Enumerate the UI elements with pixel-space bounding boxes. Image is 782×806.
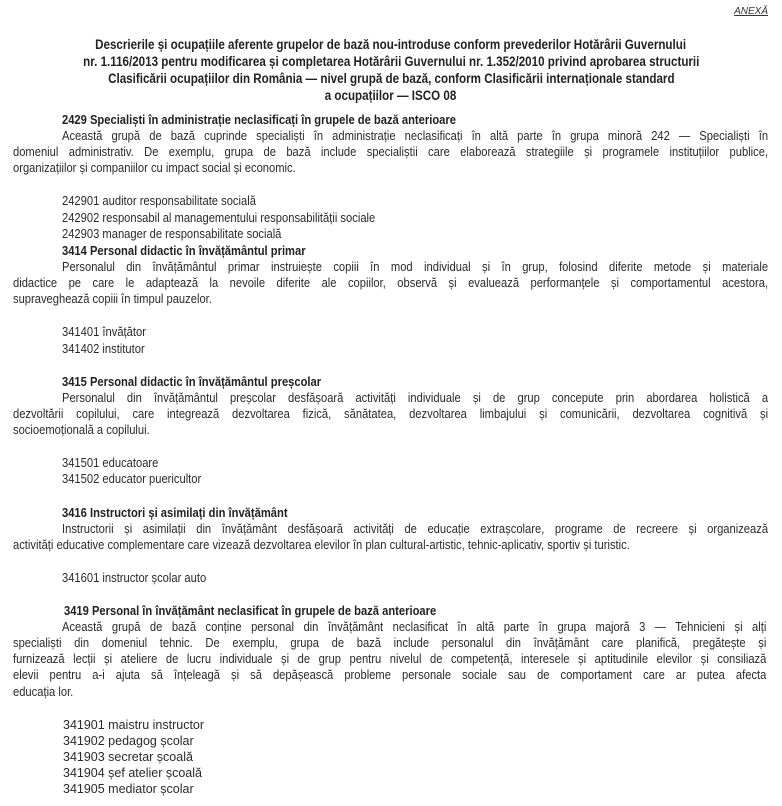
group-heading: 3415 Personal didactic în învățământul preșcolar: [62, 374, 322, 389]
occupation-item: 341401 învățător: [62, 324, 146, 339]
occupation-item: 341502 educator puericultor: [62, 471, 202, 486]
occupation-item: 341901 maistru instructor: [63, 718, 205, 732]
description-line: elevii pentru a-i ajuta să înțeleagă și să depășească probleme personale sociale sau de comportament care ar putea afecta: [13, 667, 767, 682]
group-heading: 2429 Specialiști în administrație neclasificați în grupele de bază anterioare: [62, 112, 456, 127]
description-line: socioemoțională a copilului.: [13, 422, 150, 437]
description-line: didactice pe care le adaptează la nevoile diferite ale copiilor, observă și evaluează performanțele și comportamentul acestora,: [13, 275, 769, 290]
description-line: specialiști din domeniul tehnic. De exemplu, grupa de bază include personalul din învățământ care planifică, pregătește și: [13, 635, 767, 650]
description-line: organizațiilor și companiilor cu impact social și economic.: [13, 160, 296, 175]
occupation-item: 341903 secretar școală: [63, 750, 193, 764]
occupation-item: 341905 mediator școlar: [63, 782, 194, 796]
group-heading: 3416 Instructori și asimilați din învățământ: [62, 505, 288, 520]
description-line: Această grupă de bază cuprinde specialiști în administrație neclasificați în altă parte în grupa minoră 242 — Specialiști în: [62, 128, 769, 143]
description-line: educația lor.: [13, 684, 74, 699]
description-line: furnizează lecții și ateliere de lucru individuale și de grup pentru nivelul de competență, interesele și aptitudinile elevilor și consiliază: [13, 651, 767, 666]
title-line: a ocupațiilor — ISCO 08: [325, 88, 457, 103]
group-heading: 3414 Personal didactic în învățământul primar: [62, 243, 306, 258]
occupation-item: 242901 auditor responsabilitate socială: [62, 193, 256, 208]
description-line: dezvoltării copilului, care integrează dezvoltarea fizică, sănătatea, dezvoltarea limbajului și comunicării, dezvoltarea cognitivă și: [13, 406, 769, 421]
occupation-item: 341601 instructor școlar auto: [62, 570, 207, 585]
description-line: Personalul din învățământul preșcolar desfășoară activități individuale și de grup concepute prin abordarea holistică a: [62, 390, 769, 405]
title-line: Descrierile și ocupațiile aferente grupelor de bază nou-introduse conform prevederilor Hotărârii Guvernului: [95, 37, 687, 52]
description-line: activități educative complementare care vizează dezvoltarea elevilor în plan cultural-artistic, tehnic-aplicativ, sportiv și turistic.: [13, 537, 630, 552]
occupation-item: 341402 institutor: [62, 341, 145, 356]
description-line: Instructorii și asimilații din învățământ desfășoară activități de educație extrașcolare, programe de recreere și organizează: [62, 521, 769, 536]
description-line: domeniul administrativ. De exemplu, grupa de bază include specialiștii care elaborează strategiile și programele instituțiilor publice,: [13, 144, 769, 159]
occupation-item: 341902 pedagog școlar: [63, 734, 194, 748]
occupation-item: 341904 șef atelier școală: [63, 766, 202, 780]
description-line: Această grupă de bază conține personal din învățământ neclasificat în altă parte în grupa majoră 3 — Tehnicieni și alți: [62, 619, 767, 634]
occupation-item: 341501 educatoare: [62, 455, 159, 470]
annex-label: ANEXĂ: [734, 6, 768, 17]
description-line: supraveghează copiii în timpul pauzelor.: [13, 291, 212, 306]
title-line: Clasificării ocupațiilor din România — nivel grupă de bază, conform Clasificării internaționale standard: [107, 71, 675, 86]
group-heading: 3419 Personal în învățământ neclasificat în grupele de bază anterioare: [64, 603, 437, 618]
occupation-item: 242903 manager de responsabilitate socială: [62, 226, 282, 241]
description-line: Personalul din învățământul primar instruiește copiii în mod individual și în grup, folosind diferite metode și materiale: [62, 259, 769, 274]
occupation-item: 242902 responsabil al managementului responsabilității sociale: [62, 210, 376, 225]
title-line: nr. 1.116/2013 pentru modificarea și completarea Hotărârii Guvernului nr. 1.352/2010 privind aprobarea structurii: [82, 54, 700, 69]
